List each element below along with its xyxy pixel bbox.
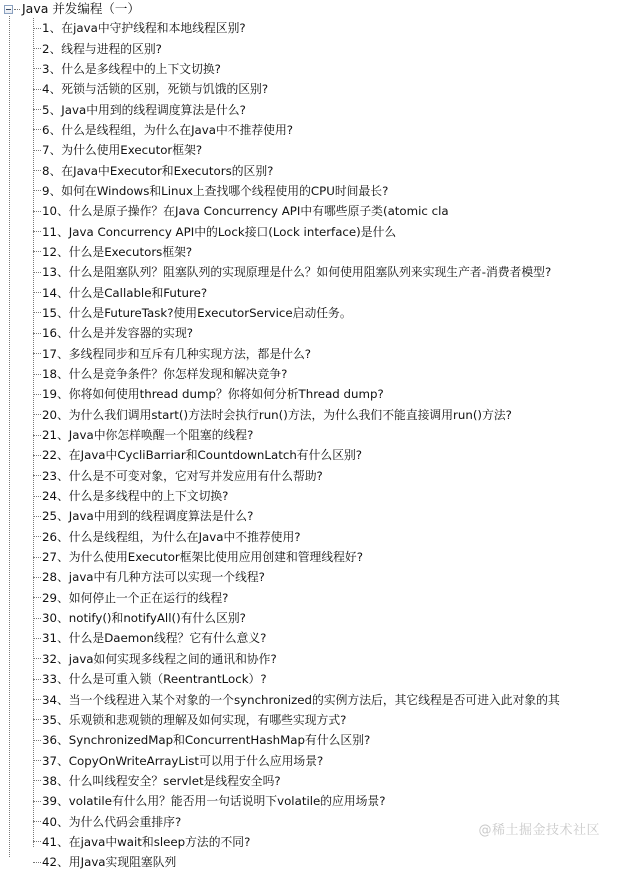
tree-item-label[interactable]: 17、多线程同步和互斥有几种实现方法，都是什么? <box>42 346 312 361</box>
tree-connector <box>33 333 41 334</box>
tree-item[interactable] <box>33 791 560 811</box>
tree-connector <box>33 557 41 558</box>
tree-item-label[interactable]: 20、为什么我们调用start()方法时会执行run()方法，为什么我们不能直接调用run()方法? <box>42 407 512 422</box>
tree-connector <box>33 272 41 273</box>
tree-item[interactable] <box>33 79 560 99</box>
tree-connector <box>33 740 41 741</box>
tree-item-label[interactable]: 23、什么是不可变对象，它对写并发应用有什么帮助? <box>42 468 323 483</box>
tree-item-label[interactable]: 19、你将如何使用thread dump？你将如何分析Thread dump? <box>42 387 384 402</box>
tree-connector <box>33 251 41 252</box>
tree-item-label[interactable]: 40、为什么代码会重排序? <box>42 814 182 829</box>
tree-connector <box>33 780 41 781</box>
tree-item-label[interactable]: 16、什么是并发容器的实现? <box>42 326 194 341</box>
tree-item[interactable] <box>33 59 560 79</box>
tree-item[interactable] <box>33 445 560 465</box>
tree-item-label[interactable]: 41、在java中wait和sleep方法的不同? <box>42 834 251 849</box>
tree-item-label[interactable]: 4、死锁与活锁的区别，死锁与饥饿的区别? <box>42 82 269 97</box>
tree-item-label[interactable]: 18、什么是竞争条件？你怎样发现和解决竞争? <box>42 367 288 382</box>
tree-item[interactable] <box>33 628 560 648</box>
tree-connector <box>33 170 41 171</box>
tree-connector <box>33 699 41 700</box>
tree-connector <box>33 475 41 476</box>
tree-connector <box>33 68 41 69</box>
tree-connector <box>33 455 41 456</box>
tree-item[interactable] <box>33 710 560 730</box>
tree-connector <box>33 48 41 49</box>
tree-item-label[interactable]: 32、java如何实现多线程之间的通讯和协作? <box>42 651 277 666</box>
tree-connector <box>33 28 41 29</box>
tree-item[interactable] <box>33 608 560 628</box>
tree-item-label[interactable]: 15、什么是FutureTask?使用ExecutorService启动任务。 <box>42 305 352 320</box>
tree-item-label[interactable]: 29、如何停止一个正在运行的线程? <box>42 590 229 605</box>
tree-item-label[interactable]: 2、线程与进程的区别? <box>42 41 162 56</box>
tree-connector <box>33 292 41 293</box>
tree-item[interactable] <box>33 384 560 404</box>
tree-item[interactable] <box>33 160 560 180</box>
tree-connector <box>33 190 41 191</box>
tree-item[interactable] <box>33 344 560 364</box>
tree-item[interactable] <box>33 262 560 282</box>
tree-item-label[interactable]: 30、notify()和notifyAll()有什么区别? <box>42 611 246 626</box>
tree-connector <box>33 760 41 761</box>
tree-item-label[interactable]: 28、java中有几种方法可以实现一个线程? <box>42 570 265 585</box>
tree-item-label[interactable]: 6、什么是线程组，为什么在Java中不推荐使用? <box>42 122 294 137</box>
tree-item[interactable] <box>33 689 560 709</box>
tree-children <box>33 18 560 872</box>
tree-connector <box>33 862 41 863</box>
tree-connector <box>33 577 41 578</box>
tree-connector <box>33 89 41 90</box>
tree-item[interactable] <box>33 852 560 872</box>
tree-item[interactable] <box>33 649 560 669</box>
tree-item-label[interactable]: 24、什么是多线程中的上下文切换? <box>42 489 229 504</box>
tree-connector <box>33 536 41 537</box>
tree-connector <box>33 374 41 375</box>
tree-item-label[interactable]: 12、什么是Executors框架? <box>42 244 193 259</box>
tree-item[interactable] <box>33 181 560 201</box>
tree-connector <box>33 150 41 151</box>
tree-guide-line-outer <box>9 16 10 857</box>
tree-connector <box>33 109 41 110</box>
tree-connector <box>33 211 41 212</box>
tree-item-label[interactable]: 8、在Java中Executor和Executors的区别? <box>42 163 274 178</box>
tree-item[interactable] <box>33 466 560 486</box>
tree-item-label[interactable]: 31、什么是Daemon线程？它有什么意义? <box>42 631 267 646</box>
tree-item-label[interactable]: 21、Java中你怎样唤醒一个阻塞的线程? <box>42 428 254 443</box>
tree-connector <box>33 801 41 802</box>
tree-connector <box>14 9 20 10</box>
tree-item-label[interactable]: 1、在java中守护线程和本地线程区别? <box>42 21 246 36</box>
tree-connector <box>33 129 41 130</box>
tree-item[interactable] <box>33 750 560 770</box>
tree-item[interactable] <box>33 364 560 384</box>
tree-item-label[interactable]: 37、CopyOnWriteArrayList可以用于什么应用场景? <box>42 753 324 768</box>
tree-item-label[interactable]: 9、如何在Windows和Linux上查找哪个线程使用的CPU时间最长? <box>42 183 389 198</box>
tree-item[interactable] <box>33 303 560 323</box>
watermark: @稀土掘金技术社区 <box>478 823 600 838</box>
tree-connector <box>33 597 41 598</box>
tree-item-label[interactable]: 36、SynchronizedMap和ConcurrentHashMap有什么区别? <box>42 733 371 748</box>
tree-item[interactable] <box>33 140 560 160</box>
tree-connector <box>33 821 41 822</box>
tree-connector <box>33 496 41 497</box>
tree-item-label[interactable]: 42、用Java实现阻塞队列 <box>42 855 177 870</box>
tree-item[interactable] <box>33 730 560 750</box>
tree-connector <box>33 618 41 619</box>
tree-item[interactable] <box>33 486 560 506</box>
tree-item[interactable] <box>33 120 560 140</box>
tree-connector <box>33 679 41 680</box>
tree-connector <box>33 638 41 639</box>
tree-item-label[interactable]: 33、什么是可重入锁（ReentrantLock）? <box>42 672 267 687</box>
tree-item-label[interactable]: 11、Java Concurrency API中的Lock接口(Lock interface)是什么 <box>42 224 397 239</box>
tree-item[interactable] <box>33 547 560 567</box>
tree-item-label[interactable]: 38、什么叫线程安全？servlet是线程安全吗? <box>42 773 281 788</box>
tree-item[interactable] <box>33 242 560 262</box>
tree-item[interactable] <box>33 323 560 343</box>
tree-item-label[interactable]: 25、Java中用到的线程调度算法是什么? <box>42 509 254 524</box>
tree-item-label[interactable]: 26、什么是线程组，为什么在Java中不推荐使用? <box>42 529 301 544</box>
tree-connector <box>33 231 41 232</box>
tree-connector <box>33 516 41 517</box>
tree-connector <box>33 719 41 720</box>
tree-connector <box>33 353 41 354</box>
tree-connector <box>33 658 41 659</box>
tree-item-label[interactable]: 5、Java中用到的线程调度算法是什么? <box>42 102 246 117</box>
tree-item[interactable] <box>33 506 560 526</box>
tree-item-label[interactable]: 22、在Java中CycliBarriar和CountdownLatch有什么区别? <box>42 448 363 463</box>
tree-item[interactable] <box>33 567 560 587</box>
tree-item[interactable] <box>33 18 560 38</box>
tree-item-label[interactable]: 7、为什么使用Executor框架? <box>42 143 203 158</box>
tree-item[interactable] <box>33 588 560 608</box>
tree-item[interactable] <box>33 201 560 221</box>
tree-item-label[interactable]: 3、什么是多线程中的上下文切换? <box>42 61 221 76</box>
tree-item-label[interactable]: 39、volatile有什么用？能否用一句话说明下volatile的应用场景? <box>42 794 386 809</box>
collapse-toggle-minus-icon[interactable] <box>4 5 13 14</box>
tree-item[interactable] <box>33 771 560 791</box>
tree-item[interactable] <box>33 669 560 689</box>
tree-item[interactable] <box>33 38 560 58</box>
tree-connector <box>33 841 41 842</box>
tree-item-label[interactable]: 35、乐观锁和悲观锁的理解及如何实现，有哪些实现方式? <box>42 712 347 727</box>
tree-item[interactable] <box>33 99 560 119</box>
tree-item[interactable] <box>33 425 560 445</box>
tree-root-label[interactable]: Java 并发编程（一） <box>22 1 140 16</box>
tree-root-node[interactable] <box>3 0 140 18</box>
tree-connector <box>33 435 41 436</box>
tree-item-label[interactable]: 14、什么是Callable和Future? <box>42 285 208 300</box>
tree-item[interactable] <box>33 527 560 547</box>
tree-item-label[interactable]: 13、什么是阻塞队列？阻塞队列的实现原理是什么？如何使用阻塞队列来实现生产者-消费者模型? <box>42 265 552 280</box>
tree-connector <box>33 394 41 395</box>
tree-item[interactable] <box>33 221 560 241</box>
tree-connector <box>33 414 41 415</box>
tree-item-label[interactable]: 34、当一个线程进入某个对象的一个synchronized的实例方法后，其它线程是否可进入此对象的其 <box>42 692 560 707</box>
tree-item[interactable] <box>33 405 560 425</box>
tree-connector <box>33 312 41 313</box>
tree-item[interactable] <box>33 282 560 302</box>
tree-item-label[interactable]: 10、什么是原子操作？在Java Concurrency API中有哪些原子类(atomic cla <box>42 204 449 219</box>
tree-item-label[interactable]: 27、为什么使用Executor框架比使用应用创建和管理线程好? <box>42 550 363 565</box>
